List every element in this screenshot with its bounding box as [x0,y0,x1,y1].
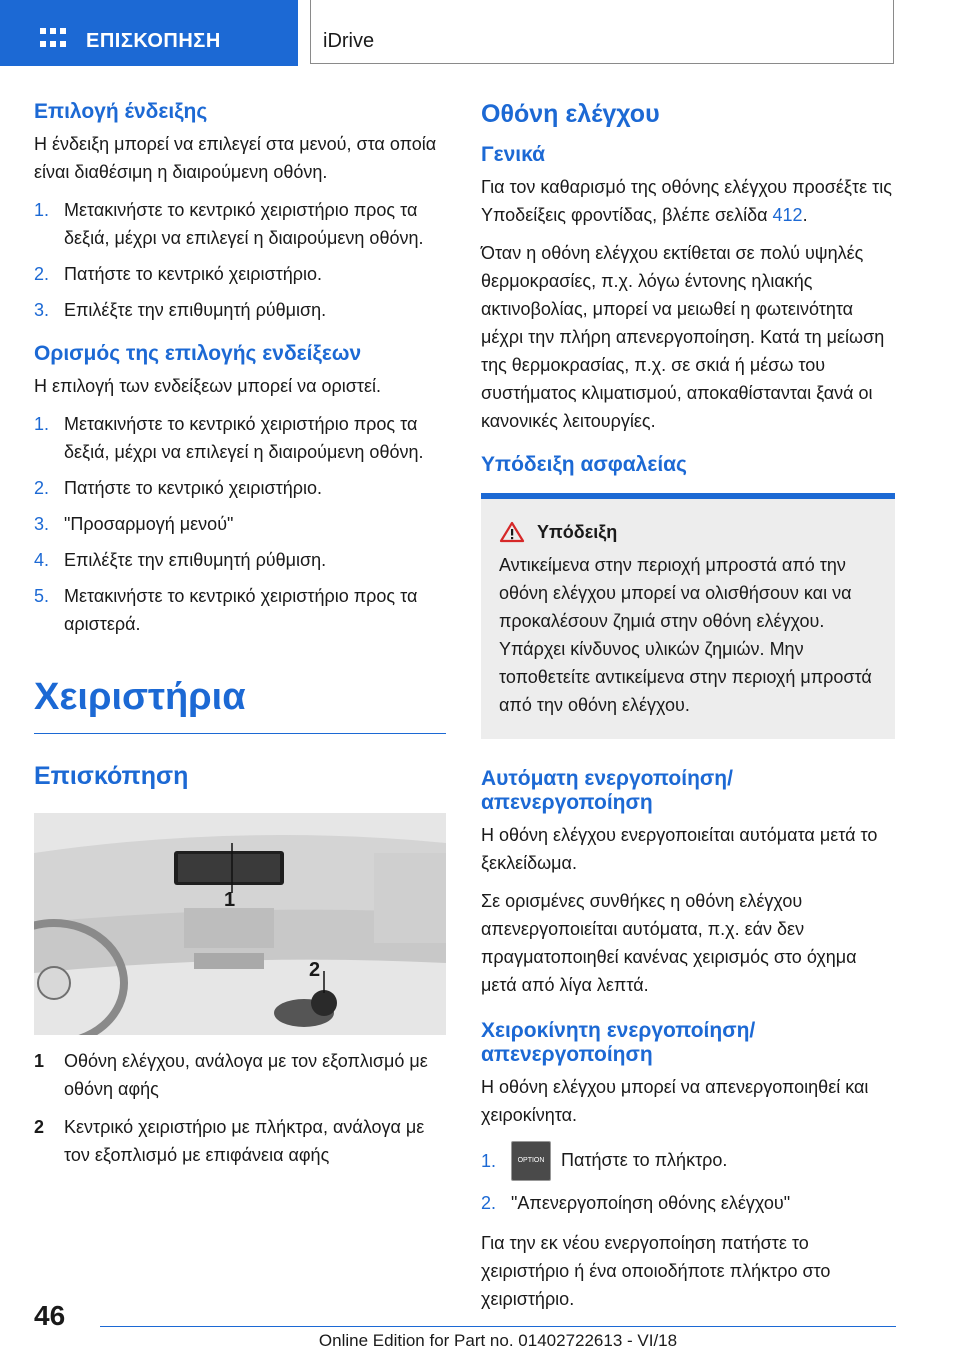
step-item [481,1141,895,1181]
section-title: iDrive [323,30,375,52]
safety-note-text: Αντικείμενα στην περιοχή μπροστά από την οθόνη ελέγχου μπορεί να ολισθήσουν και να προκαλέσουν ζημιά στην οθόνη ελέγχου. Υπάρχει κίνδυνος υλικών ζημιών. Μην τοποθετείτε αντικείμενα στην περιοχή μπροστά από την οθόνη ελέγχου. [499,555,872,715]
safety-note-box [481,499,895,739]
step-number: 5. [34,586,50,606]
callout-1: 1 [224,889,236,911]
general-paragraph-1-text: Για τον καθαρισμό της οθόνης ελέγχου προσέξτε τις Υποδείξεις φροντίδας, βλέπε σελίδα [481,177,892,225]
heading-define-displays: Ορισμός της επιλογής ενδείξεων [34,342,362,365]
nav-title: ΕΠΙΣΚΟΠΗΣΗ [86,30,221,52]
step-text: "Προσαρμογή μενού" [64,514,234,534]
step-text: Επιλέξτε την επιθυμητή ρύθμιση. [64,550,327,570]
step-text: Μετακινήστε το κεντρικό χειριστήριο προς τα αριστερά. [64,586,418,634]
manual-heading: Χειροκίνητη ενεργοποίηση/απενεργοποίηση [481,1019,756,1066]
step-item [34,510,446,538]
section-header [310,0,894,64]
step-number: 2. [481,1193,497,1213]
general-paragraph-2: Όταν η οθόνη ελέγχου εκτίθεται σε πολύ υψηλές θερμοκρασίες, π.χ. λόγω έντονης ηλιακής ακτινοβολίας, μπορεί να μειωθεί η φωτεινότητα μέχρι την πλήρη απενεργοποίηση. Κατά τη μείωση της θερμοκρασίας, π.χ. σε σκιά ή μέσω του συστήματος κλιματισμού, αποκαθίστανται ξανά οι κανονικές λειτουργίες. [481,243,885,431]
manual-paragraph-1: Η οθόνη ελέγχου μπορεί να απενεργοποιηθεί και χειροκίνητα. [481,1077,869,1125]
step-text: Μετακινήστε το κεντρικό χειριστήριο προς τα δεξιά, μέχρι να επιλεγεί η διαιρούμενη οθόνη. [64,414,424,462]
legend-text: Οθόνη ελέγχου, ανάλογα με τον εξοπλισμό με οθόνη αφής [64,1051,428,1099]
warning-icon [499,521,525,543]
footer-edition-text: Online Edition for Part no. 01402722613 - VI/18 [318,1331,678,1350]
step-text: Πατήστε το πλήκτρο. [561,1149,728,1170]
chapter-title: Χειριστήρια [34,676,246,718]
step-number: 4. [34,550,50,570]
step-text: Πατήστε το κεντρικό χειριστήριο. [64,264,322,284]
grid-menu-icon [40,28,66,50]
cockpit-drawing [34,813,446,1035]
step-number: 3. [34,514,50,534]
auto-heading: Αυτόματη ενεργοποίηση/απενεργοποίηση [481,767,733,814]
option-key-icon[interactable]: OPTION [511,1141,551,1181]
step-item [34,546,446,574]
safety-note-label: Υπόδειξη [537,521,618,542]
step-text: Μετακινήστε το κεντρικό χειριστήριο προς τα δεξιά, μέχρι να επιλεγεί η διαιρούμενη οθόνη. [64,200,424,248]
cockpit-illustration [34,813,446,1035]
general-heading: Γενικά [481,143,546,166]
footer-divider [100,1326,896,1327]
step-number: 3. [34,300,50,320]
step-number: 2. [34,478,50,498]
page-reference-link[interactable]: 412 [772,205,803,225]
figure-legend [34,1047,446,1169]
manual-steps [481,1141,895,1217]
step-text-with-key [511,1141,895,1181]
overview-heading: Επισκόπηση [34,762,189,790]
step-item [34,196,446,252]
step-text: Πατήστε το κεντρικό χειριστήριο. [64,478,322,498]
select-display-steps [34,196,446,324]
select-display-text: Η ένδειξη μπορεί να επιλεγεί στα μενού, στα οποία είναι διαθέσιμη η διαιρούμενη οθόνη. [34,134,437,182]
step-number: 1. [481,1151,497,1171]
step-text: Επιλέξτε την επιθυμητή ρύθμιση. [64,300,327,320]
legend-number: 1 [34,1051,45,1071]
callout-2: 2 [309,959,321,981]
step-text: "Απενεργοποίηση οθόνης ελέγχου" [511,1193,791,1213]
auto-paragraph-1: Η οθόνη ελέγχου ενεργοποιείται αυτόματα μετά το ξεκλείδωμα. [481,825,878,873]
step-item [34,410,446,466]
step-item [34,260,446,288]
legend-item [34,1113,446,1169]
step-item [34,296,446,324]
step-number: 2. [34,264,50,284]
step-item [34,582,446,638]
manual-paragraph-2: Για την εκ νέου ενεργοποίηση πατήστε το χειριστήριο ή ένα οποιοδήποτε πλήκτρο στο χειριστήριο. [481,1233,831,1309]
safety-heading: Υπόδειξη ασφαλείας [481,453,687,476]
legend-number: 2 [34,1117,45,1137]
auto-paragraph-2: Σε ορισμένες συνθήκες η οθόνη ελέγχου απενεργοποιείται αυτόματα, π.χ. εάν δεν πραγματοποιηθεί κανένας χειρισμός στο όχημα μετά από λίγα λεπτά. [481,891,857,995]
heading-select-display: Επιλογή ένδειξης [34,100,208,123]
safety-note-header [499,521,877,543]
define-displays-text: Η επιλογή των ενδείξεων μπορεί να οριστεί. [34,376,382,396]
legend-text: Κεντρικό χειριστήριο με πλήκτρα, ανάλογα με τον εξοπλισμό με επιφάνεια αφής [64,1117,425,1165]
general-paragraph-1 [481,173,895,229]
step-item [34,474,446,502]
control-display-title: Οθόνη ελέγχου [481,100,660,128]
step-item [481,1189,895,1217]
legend-item [34,1047,446,1103]
step-number: 1. [34,200,50,220]
step-number: 1. [34,414,50,434]
right-column [481,100,895,1323]
top-bar [0,0,960,66]
define-displays-steps [34,410,446,638]
page-number: 46 [34,1300,66,1331]
general-paragraph-1-end: . [802,205,808,225]
chapter-divider [34,733,446,734]
overview-nav-button[interactable] [0,0,298,66]
left-column [34,100,446,1179]
